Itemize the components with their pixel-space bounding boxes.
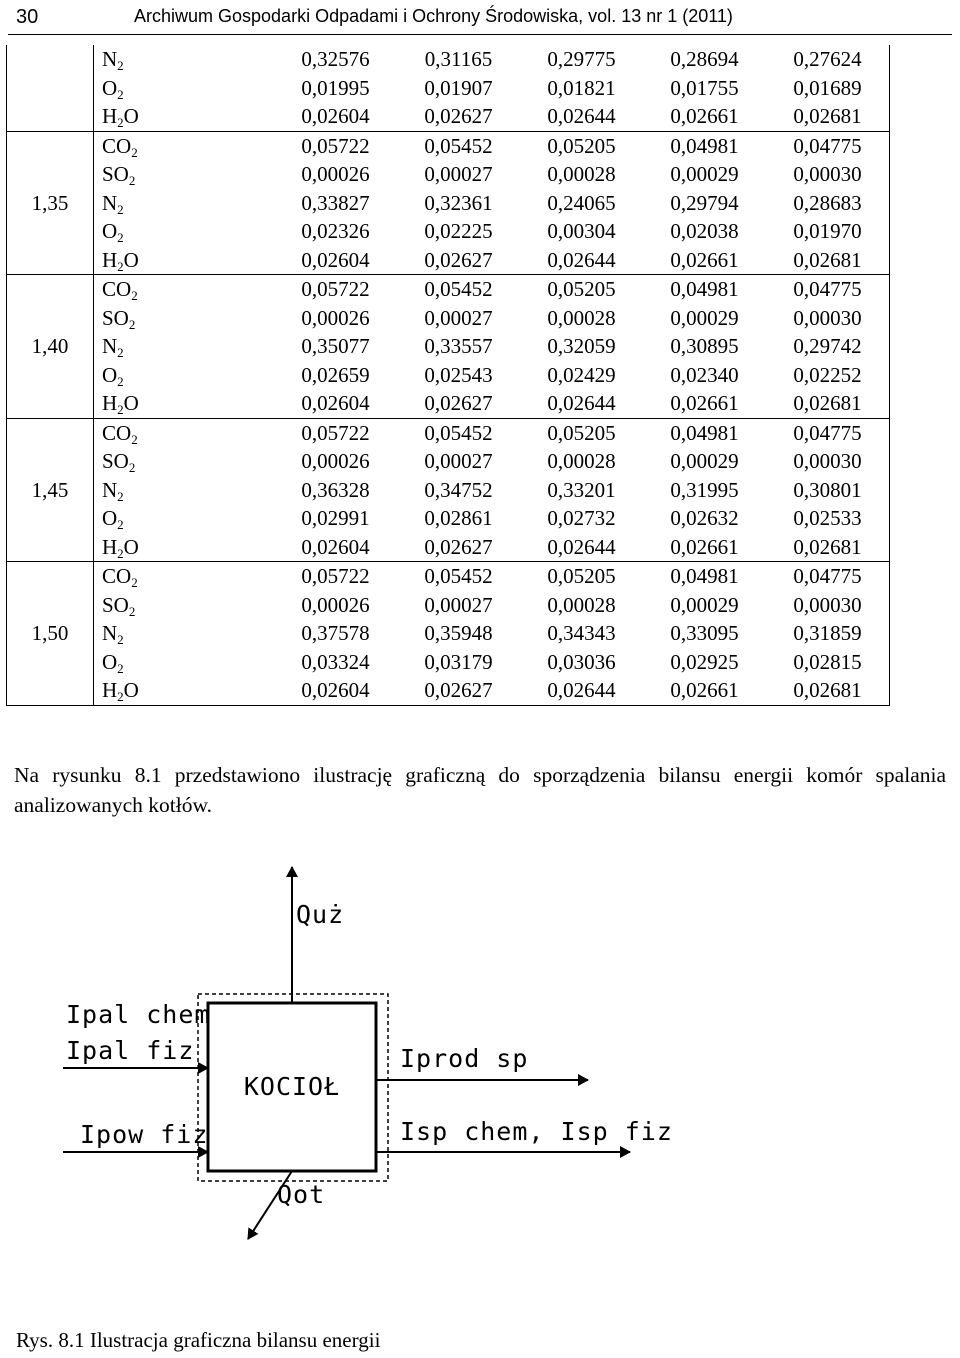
group-cell	[7, 45, 94, 131]
component-subscript: 2	[128, 460, 136, 476]
component-cell	[94, 447, 275, 476]
value-cell: 0,00026	[301, 592, 370, 617]
value-cell: 0,31165	[424, 47, 493, 72]
component-subscript: 2	[117, 86, 124, 102]
page-header	[0, 0, 960, 44]
value-cell: 0,31859	[766, 619, 890, 648]
i-pow-fiz-label: Ipow fiz	[80, 1120, 209, 1149]
value-cell: 0,36328	[301, 477, 370, 502]
component-symbol: H	[102, 534, 118, 559]
value-cell: 0,01689	[766, 74, 890, 103]
value-cell: 0,05205	[547, 133, 616, 158]
component-suffix: O	[123, 534, 139, 559]
value-cell: 0,00028	[547, 449, 616, 474]
value-cell: 0,02627	[397, 102, 520, 131]
value-cell: 0,02340	[670, 362, 739, 387]
value-cell: 0,34343	[547, 621, 616, 646]
component-cell	[94, 591, 275, 620]
body-paragraph: Na rysunku 8.1 przedstawiono ilustrację graficzną do sporządzenia bilansu energii komór spalania analizowanych kotłów.	[14, 763, 946, 817]
i-prod-sp-label: Iprod sp	[400, 1044, 529, 1073]
value-cell: 0,02681	[766, 246, 890, 275]
component-subscript: 2	[117, 632, 124, 648]
table-row	[7, 533, 890, 562]
value-cell: 0,05205	[547, 564, 616, 589]
component-cell	[94, 217, 275, 246]
table-row	[7, 45, 890, 74]
value-cell: 0,02604	[274, 533, 397, 562]
value-cell: 0,02225	[424, 219, 493, 244]
value-cell: 0,02681	[766, 389, 890, 418]
value-cell: 0,00027	[424, 449, 493, 474]
value-cell: 0,04775	[766, 131, 890, 160]
component-subscript: 2	[128, 173, 136, 189]
value-cell: 0,32059	[547, 334, 616, 359]
value-cell: 0,05722	[301, 564, 370, 589]
component-suffix: O	[123, 678, 139, 703]
value-cell: 0,04775	[766, 418, 890, 447]
value-cell: 0,35948	[424, 621, 493, 646]
component-symbol: O	[102, 649, 118, 674]
component-symbol: H	[102, 104, 118, 129]
table-row	[7, 476, 890, 505]
value-cell: 0,02661	[643, 246, 766, 275]
value-cell: 0,29794	[670, 190, 739, 215]
component-cell	[94, 389, 275, 418]
energy-balance-figure	[0, 855, 960, 1315]
component-cell	[94, 275, 275, 304]
value-cell: 0,31995	[670, 477, 739, 502]
value-cell: 0,04775	[766, 562, 890, 591]
component-symbol: H	[102, 247, 118, 272]
component-cell	[94, 102, 275, 131]
value-cell: 0,29742	[766, 332, 890, 361]
table-row	[7, 102, 890, 131]
value-cell: 0,04981	[670, 277, 739, 302]
component-cell	[94, 160, 275, 189]
value-cell: 0,05452	[424, 133, 493, 158]
component-cell	[94, 476, 275, 505]
component-symbol: H	[102, 391, 118, 416]
table-row	[7, 591, 890, 620]
value-cell: 0,05205	[547, 277, 616, 302]
value-cell: 0,02604	[274, 102, 397, 131]
value-cell: 0,05722	[301, 133, 370, 158]
value-cell: 0,02429	[547, 362, 616, 387]
table-row	[7, 189, 890, 218]
value-cell: 0,02991	[301, 506, 370, 531]
value-cell: 0,05205	[547, 420, 616, 445]
value-cell: 0,02661	[643, 676, 766, 705]
component-symbol: O	[102, 75, 118, 100]
value-cell: 0,04981	[670, 420, 739, 445]
component-subscript: 2	[117, 545, 124, 561]
component-symbol: CO	[102, 564, 132, 589]
value-cell: 0,04981	[670, 564, 739, 589]
value-cell: 0,02644	[520, 102, 643, 131]
composition-table	[6, 45, 890, 706]
value-cell: 0,24065	[547, 190, 616, 215]
value-cell: 0,02038	[670, 219, 739, 244]
component-cell	[94, 189, 275, 218]
component-cell	[94, 562, 275, 591]
component-cell	[94, 45, 275, 74]
component-symbol: N	[102, 621, 118, 646]
value-cell: 0,02627	[397, 676, 520, 705]
value-cell: 0,02632	[670, 506, 739, 531]
value-cell: 0,00027	[424, 162, 493, 187]
component-cell	[94, 361, 275, 390]
component-cell	[94, 648, 275, 677]
component-cell	[94, 332, 275, 361]
component-cell	[94, 619, 275, 648]
value-cell: 0,00028	[547, 592, 616, 617]
table-row	[7, 447, 890, 476]
value-cell: 0,00304	[547, 219, 616, 244]
component-subscript: 2	[117, 402, 124, 418]
component-subscript: 2	[117, 488, 124, 504]
value-cell: 0,00027	[424, 305, 493, 330]
i-pal-fiz-label: Ipal fiz	[66, 1036, 195, 1065]
value-cell: 0,01907	[424, 75, 493, 100]
q-uz-label: Quż	[296, 900, 345, 929]
value-cell: 0,02604	[274, 676, 397, 705]
component-subscript: 2	[117, 660, 124, 676]
i-sp-label: Isp chem, Isp fiz	[400, 1117, 673, 1146]
value-cell: 0,03179	[424, 649, 493, 674]
value-cell: 0,04981	[670, 133, 739, 158]
value-cell: 0,02659	[301, 362, 370, 387]
value-cell: 0,01995	[301, 75, 370, 100]
value-cell: 0,00030	[766, 160, 890, 189]
table-row	[7, 361, 890, 390]
value-cell: 0,00029	[670, 162, 739, 187]
component-subscript: 2	[128, 603, 136, 619]
component-cell	[94, 533, 275, 562]
component-symbol: N	[102, 477, 118, 502]
component-symbol: N	[102, 334, 118, 359]
component-subscript: 2	[117, 517, 124, 533]
value-cell: 0,00030	[766, 304, 890, 333]
value-cell: 0,02644	[520, 246, 643, 275]
component-symbol: SO	[102, 449, 129, 474]
component-symbol: SO	[102, 592, 129, 617]
component-subscript: 2	[117, 258, 124, 274]
value-cell: 0,28683	[766, 189, 890, 218]
value-cell: 0,00029	[670, 305, 739, 330]
value-cell: 0,00029	[670, 592, 739, 617]
component-symbol: O	[102, 219, 118, 244]
value-cell: 0,00026	[301, 162, 370, 187]
component-subscript: 2	[117, 115, 124, 131]
value-cell: 0,33095	[670, 621, 739, 646]
component-subscript: 2	[128, 316, 136, 332]
value-cell: 0,34752	[424, 477, 493, 502]
value-cell: 0,02627	[397, 246, 520, 275]
value-cell: 0,02543	[424, 362, 493, 387]
value-cell: 0,37578	[301, 621, 370, 646]
component-symbol: O	[102, 362, 118, 387]
value-cell: 0,05452	[424, 420, 493, 445]
value-cell: 0,02252	[766, 361, 890, 390]
q-ot-label: Qot	[277, 1180, 326, 1209]
value-cell: 0,02326	[301, 219, 370, 244]
value-cell: 0,02533	[766, 504, 890, 533]
component-symbol: O	[102, 506, 118, 531]
table-row	[7, 389, 890, 418]
figure-caption: Rys. 8.1 Ilustracja graficzna bilansu energii	[16, 1328, 381, 1352]
component-subscript: 2	[117, 373, 124, 389]
value-cell: 0,02681	[766, 676, 890, 705]
value-cell: 0,30801	[766, 476, 890, 505]
component-symbol: CO	[102, 420, 132, 445]
value-cell: 0,02604	[274, 389, 397, 418]
table-row	[7, 676, 890, 705]
value-cell: 0,29775	[547, 47, 616, 72]
i-pal-chem-label: Ipal chem	[66, 1000, 211, 1029]
value-cell: 0,02681	[766, 533, 890, 562]
table-row	[7, 217, 890, 246]
value-cell: 0,01755	[670, 75, 739, 100]
value-cell: 0,27624	[766, 45, 890, 74]
value-cell: 0,05452	[424, 277, 493, 302]
value-cell: 0,33557	[424, 334, 493, 359]
component-subscript: 2	[131, 575, 138, 591]
value-cell: 0,00029	[670, 449, 739, 474]
value-cell: 0,32361	[424, 190, 493, 215]
component-symbol: CO	[102, 277, 132, 302]
group-label: 1,50	[7, 562, 94, 706]
component-symbol: SO	[102, 162, 129, 187]
component-cell	[94, 504, 275, 533]
value-cell: 0,02732	[547, 506, 616, 531]
component-symbol: SO	[102, 305, 129, 330]
value-cell: 0,02644	[520, 389, 643, 418]
value-cell: 0,28694	[670, 47, 739, 72]
table-row	[7, 275, 890, 304]
component-cell	[94, 246, 275, 275]
value-cell: 0,02861	[424, 506, 493, 531]
component-symbol: N	[102, 47, 118, 72]
table-row	[7, 562, 890, 591]
table-row	[7, 619, 890, 648]
table-row	[7, 304, 890, 333]
component-cell	[94, 418, 275, 447]
value-cell: 0,00026	[301, 449, 370, 474]
component-subscript: 2	[131, 288, 138, 304]
value-cell: 0,03324	[301, 649, 370, 674]
value-cell: 0,05452	[424, 564, 493, 589]
component-symbol: N	[102, 190, 118, 215]
component-suffix: O	[123, 391, 139, 416]
value-cell: 0,32576	[301, 47, 370, 72]
boiler-label: KOCIOŁ	[243, 1072, 341, 1101]
value-cell: 0,04775	[766, 275, 890, 304]
group-label: 1,45	[7, 418, 94, 562]
component-subscript: 2	[117, 58, 124, 74]
value-cell: 0,02627	[397, 389, 520, 418]
component-symbol: H	[102, 678, 118, 703]
value-cell: 0,30895	[670, 334, 739, 359]
table-row	[7, 246, 890, 275]
value-cell: 0,01970	[766, 217, 890, 246]
value-cell: 0,33201	[547, 477, 616, 502]
value-cell: 0,01821	[547, 75, 616, 100]
value-cell: 0,00026	[301, 305, 370, 330]
component-cell	[94, 74, 275, 103]
value-cell: 0,02644	[520, 676, 643, 705]
value-cell: 0,02627	[397, 533, 520, 562]
component-cell	[94, 676, 275, 705]
group-label: 1,35	[7, 131, 94, 275]
table-row	[7, 418, 890, 447]
component-cell	[94, 304, 275, 333]
header-rule	[8, 34, 952, 35]
page-number: 30	[16, 6, 39, 28]
value-cell: 0,33827	[301, 190, 370, 215]
value-cell: 0,02661	[643, 533, 766, 562]
value-cell: 0,00028	[547, 162, 616, 187]
value-cell: 0,35077	[301, 334, 370, 359]
table-row	[7, 648, 890, 677]
component-subscript: 2	[117, 201, 124, 217]
value-cell: 0,02681	[766, 102, 890, 131]
value-cell: 0,02644	[520, 533, 643, 562]
component-subscript: 2	[117, 230, 124, 246]
table-row	[7, 504, 890, 533]
component-symbol: CO	[102, 133, 132, 158]
group-label: 1,40	[7, 275, 94, 419]
value-cell: 0,02661	[643, 389, 766, 418]
table-row	[7, 74, 890, 103]
value-cell: 0,05722	[301, 277, 370, 302]
component-cell	[94, 131, 275, 160]
value-cell: 0,00027	[424, 592, 493, 617]
journal-title: Archiwum Gospodarki Odpadami i Ochrony Środowiska, vol. 13 nr 1 (2011)	[134, 6, 733, 26]
component-subscript: 2	[131, 144, 138, 160]
component-subscript: 2	[117, 345, 124, 361]
value-cell: 0,02604	[274, 246, 397, 275]
value-cell: 0,00030	[766, 447, 890, 476]
table-row	[7, 131, 890, 160]
component-subscript: 2	[117, 689, 124, 705]
value-cell: 0,05722	[301, 420, 370, 445]
value-cell: 0,02925	[670, 649, 739, 674]
value-cell: 0,00028	[547, 305, 616, 330]
value-cell: 0,02661	[643, 102, 766, 131]
component-suffix: O	[123, 247, 139, 272]
value-cell: 0,00030	[766, 591, 890, 620]
component-suffix: O	[123, 104, 139, 129]
value-cell: 0,02815	[766, 648, 890, 677]
value-cell: 0,03036	[547, 649, 616, 674]
table-row	[7, 332, 890, 361]
component-subscript: 2	[131, 431, 138, 447]
table-row	[7, 160, 890, 189]
